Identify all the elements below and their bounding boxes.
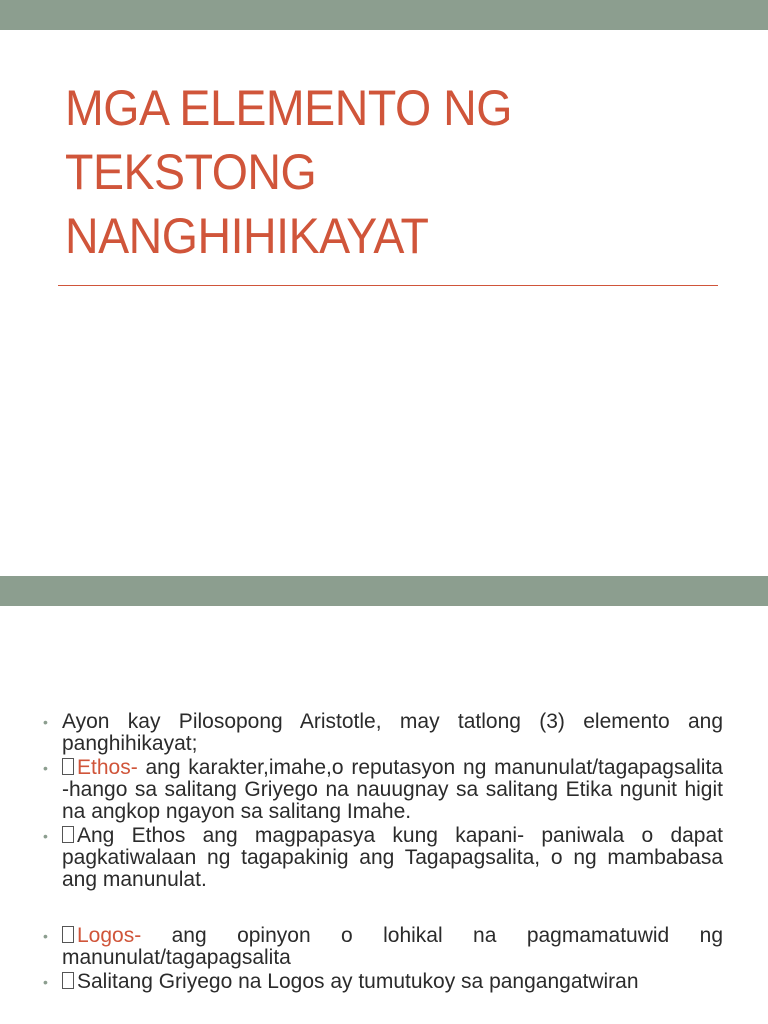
title-line-2: TEKSTONG [65, 144, 317, 200]
bullet-text: ang karakter,imahe,o reputasyon ng manunulat/tagapagsalita -hango sa salitang Griyego na nauugnay sa salitang Etika ngunit higit na angkop ngayon sa salitang Imahe. [62, 756, 723, 823]
list-item [43, 711, 723, 755]
spacer [43, 891, 723, 925]
missing-glyph-icon [62, 972, 74, 989]
list-item [43, 757, 723, 823]
term-logos: Logos- [77, 924, 142, 947]
slide-divider-band [0, 576, 768, 606]
bullet-text: ang opinyon o lohikal na pagmamatuwid ng manunulat/tagapagsalita [62, 924, 723, 969]
bullet-text: Salitang Griyego na Logos ay tumutukoy sa pangangatwiran [77, 970, 639, 993]
bullet-text: Ayon kay Pilosopong Aristotle, may tatlong (3) elemento ang panghihikayat; [62, 710, 723, 755]
missing-glyph-icon [62, 926, 74, 943]
slide-title [65, 76, 697, 268]
list-item [43, 971, 723, 993]
bullet-text: Ang Ethos ang magpapasya kung kapani- paniwala o dapat pagkatiwalaan ng tagapakinig ang Tagapagsalita, o ng mambabasa ang manunulat. [62, 824, 723, 891]
missing-glyph-icon [62, 758, 74, 775]
top-color-band [0, 0, 768, 30]
list-item [43, 925, 723, 969]
bullet-dot-icon: • [43, 828, 48, 844]
missing-glyph-icon [62, 826, 74, 843]
bullet-dot-icon: • [43, 760, 48, 776]
title-underline [58, 285, 718, 286]
bullet-list [43, 711, 723, 993]
bullet-dot-icon: • [43, 714, 48, 730]
title-line-1: MGA ELEMENTO NG [65, 80, 512, 136]
bullet-dot-icon: • [43, 974, 48, 990]
term-ethos: Ethos- [77, 756, 138, 779]
bullet-dot-icon: • [43, 928, 48, 944]
list-item [43, 825, 723, 891]
title-line-3: NANGHIHIKAYAT [65, 208, 429, 264]
